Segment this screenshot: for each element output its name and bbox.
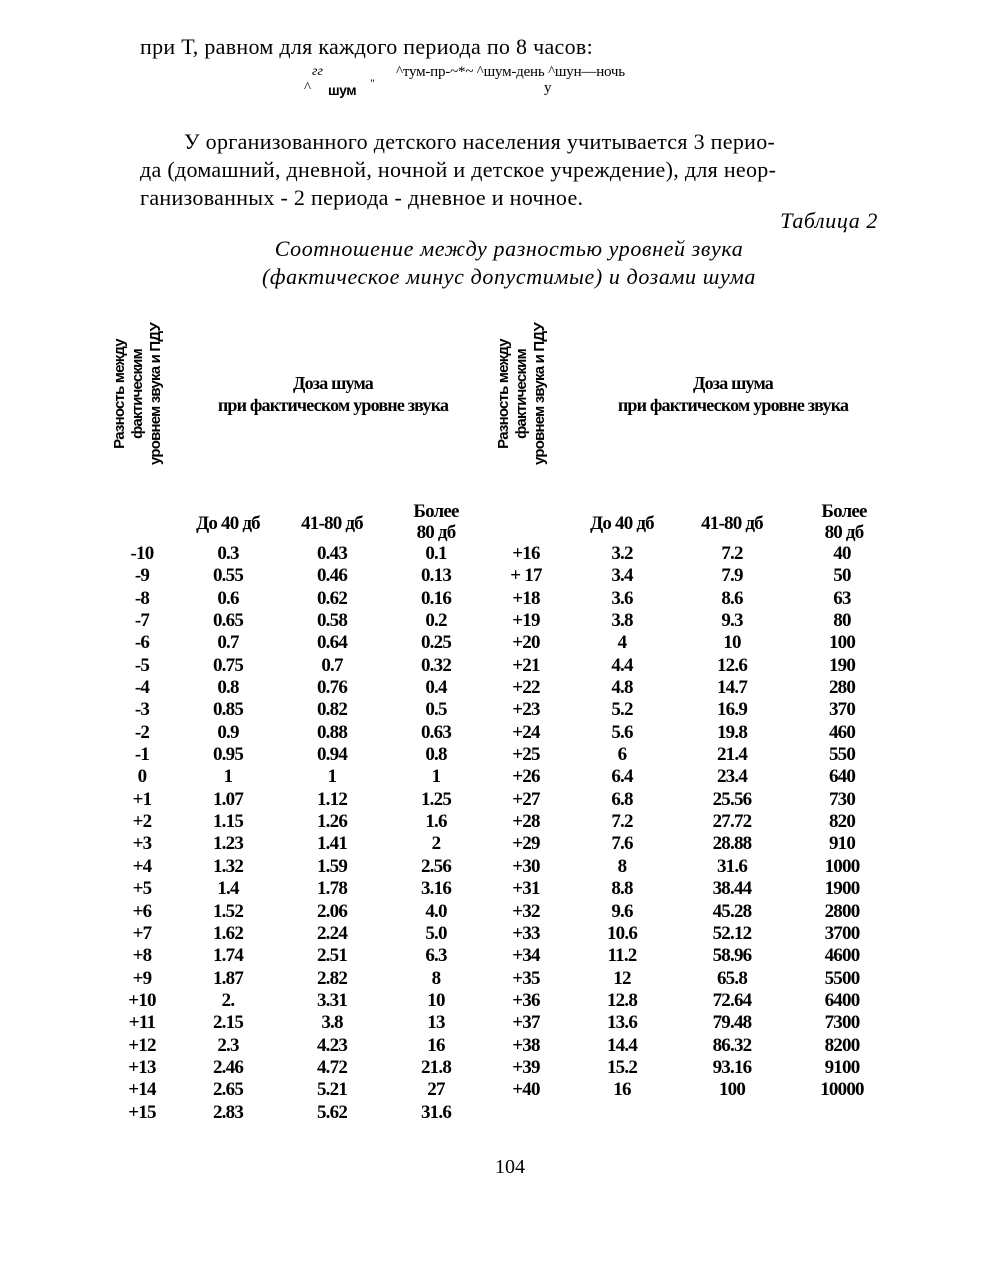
table-cell: 10.6 [606, 922, 638, 944]
table-cell: 1 [327, 766, 337, 788]
table-cell: 1.15 [212, 811, 244, 833]
table-cell: -5 [134, 654, 150, 676]
table-cell: 1000 [824, 855, 860, 877]
table-cell: 1.23 [212, 833, 244, 855]
table-cell: 72.64 [712, 989, 752, 1011]
col-header-lt40-right: До 40 дб [590, 513, 654, 534]
table-cell: 27 [427, 1079, 445, 1101]
table-cell: 58.96 [712, 945, 752, 967]
table-cell: +21 [512, 654, 540, 676]
table-cell: 86.32 [712, 1034, 752, 1056]
table-cell: 9100 [824, 1056, 860, 1078]
table-cell: 1.12 [316, 788, 348, 810]
table-cell: 1.59 [316, 855, 348, 877]
table-cell: 1.32 [212, 855, 244, 877]
table-cell: 9.6 [611, 900, 633, 922]
col-header-line: Более [821, 501, 867, 522]
table-cell: 38.44 [712, 878, 752, 900]
table-cell: 0.4 [425, 677, 447, 699]
table-cell: 3.16 [420, 878, 452, 900]
table-cell: +28 [512, 811, 540, 833]
table-cell: 31.6 [420, 1101, 452, 1123]
table-cell: 7.6 [611, 833, 633, 855]
table-cell: 0.25 [420, 632, 452, 654]
table-cell: 0.62 [316, 587, 348, 609]
dose-header-right [580, 372, 886, 416]
table-cell: 1 [431, 766, 441, 788]
col-header-line: 80 дб [824, 522, 864, 543]
table-cell: 1.4 [217, 878, 239, 900]
table-cell: 0.43 [316, 543, 348, 564]
right-gt80-column [800, 543, 884, 1102]
table-cell: 14.7 [716, 677, 748, 699]
formula [300, 62, 740, 104]
table-cell: 0.95 [212, 744, 244, 766]
table-cell: 5.2 [611, 699, 633, 721]
left-diff-column [114, 543, 170, 1124]
table-cell: 0.82 [316, 699, 348, 721]
col-header-lt40-left: До 40 дб [196, 513, 260, 534]
table-cell: 2.46 [212, 1056, 244, 1078]
table-cell: 910 [828, 833, 856, 855]
table-cell: -10 [130, 543, 154, 564]
table-cell: 8 [431, 967, 441, 989]
table-cell: 80 [833, 610, 851, 632]
table-cell: +39 [512, 1056, 540, 1078]
col-header-mid-left: 41-80 дб [301, 513, 363, 534]
table-cell: 0.5 [425, 699, 447, 721]
table-cell: 12 [613, 967, 631, 989]
table-cell: 1.07 [212, 788, 244, 810]
table-cell: 730 [828, 788, 856, 810]
table-cell: 21.4 [716, 744, 748, 766]
table-cell: 5.6 [611, 721, 633, 743]
table-cell: 0.75 [212, 654, 244, 676]
table-cell: 0.3 [217, 543, 239, 564]
table-cell: 0.46 [316, 565, 348, 587]
table-cell: 0.65 [212, 610, 244, 632]
table-cell: 0.16 [420, 587, 452, 609]
table-cell: 2. [221, 989, 235, 1011]
table-cell: -9 [134, 565, 150, 587]
formula-main: ^тум-пр-~*~ ^шум-день ^шун—ночь [396, 64, 625, 80]
diff-header-right [495, 306, 565, 482]
table-cell: 0.7 [321, 654, 343, 676]
table-cell: 100 [828, 632, 856, 654]
table-cell: 1.41 [316, 833, 348, 855]
table-cell: 79.48 [712, 1012, 752, 1034]
table-cell: 0.94 [316, 744, 348, 766]
table-cell: 7.9 [721, 565, 743, 587]
diff-header-line: уровнем звука и ПДУ [531, 323, 548, 465]
table-caption-line: (фактическое минус допустимые) и дозами шума [261, 264, 757, 289]
table-cell: +30 [512, 855, 540, 877]
table-cell: 16 [613, 1079, 631, 1101]
diff-header-line: Разность между [495, 339, 512, 449]
table-cell: 2.82 [316, 967, 348, 989]
table-cell: 12.6 [716, 654, 748, 676]
table-cell: +9 [132, 967, 152, 989]
table-cell: +34 [512, 945, 540, 967]
table-cell: +26 [512, 766, 540, 788]
table-cell: 23.4 [716, 766, 748, 788]
table-cell: 5.62 [316, 1101, 348, 1123]
table-cell: 1 [223, 766, 233, 788]
table-cell: 19.8 [716, 721, 748, 743]
table-cell: -8 [134, 587, 150, 609]
table-cell: 8 [617, 855, 627, 877]
table-cell: +11 [128, 1012, 156, 1034]
table-cell: 27.72 [712, 811, 752, 833]
table-cell: 0.88 [316, 721, 348, 743]
table-cell: 10 [427, 989, 445, 1011]
table-cell: +14 [128, 1079, 156, 1101]
paragraph [140, 128, 878, 212]
table-cell: 16 [427, 1034, 445, 1056]
table-cell: +18 [512, 587, 540, 609]
table-cell: 6.4 [611, 766, 633, 788]
table-cell: -1 [134, 744, 150, 766]
table-cell: 0.76 [316, 677, 348, 699]
table-cell: 2.51 [316, 945, 348, 967]
table-cell: +38 [512, 1034, 540, 1056]
table-cell: 0.85 [212, 699, 244, 721]
diff-header-line: фактическим [129, 349, 146, 439]
table-cell: 45.28 [712, 900, 752, 922]
table-cell: 10 [723, 632, 741, 654]
formula-caret: ^ [304, 80, 312, 96]
table-cell: 6.8 [611, 788, 633, 810]
table-cell: 11.2 [607, 945, 637, 967]
table-cell: 4600 [824, 945, 860, 967]
table-cell: +6 [132, 900, 152, 922]
table-cell: 4.4 [611, 654, 633, 676]
table-cell: +4 [132, 855, 152, 877]
table-cell: 2.56 [420, 855, 452, 877]
table-cell: 7.2 [611, 811, 633, 833]
table-cell: 2.24 [316, 922, 348, 944]
table-cell: +10 [128, 989, 156, 1011]
table-cell: 4.72 [316, 1056, 348, 1078]
table-cell: -2 [134, 721, 150, 743]
table-cell: -6 [134, 632, 150, 654]
table-cell: 13 [427, 1012, 445, 1034]
table-cell: 370 [828, 699, 856, 721]
dose-header-line: Доза шума [692, 373, 773, 393]
left-gt80-column [398, 543, 474, 1124]
table-cell: 8.8 [611, 878, 633, 900]
table-cell: +15 [128, 1101, 156, 1123]
table-cell: 2.15 [212, 1012, 244, 1034]
col-header-line: Более [413, 501, 459, 522]
table-cell: 1.6 [425, 811, 447, 833]
table-cell: 25.56 [712, 788, 752, 810]
page-number: 104 [495, 1156, 525, 1178]
table-cell: 63 [833, 587, 851, 609]
table-cell: +5 [132, 878, 152, 900]
table-cell: -7 [134, 610, 150, 632]
dose-header-line: Доза шума [292, 373, 373, 393]
table-cell: 0.32 [420, 654, 452, 676]
table-cell: 550 [828, 744, 856, 766]
table-cell: +19 [512, 610, 540, 632]
table-cell: 0.64 [316, 632, 348, 654]
formula-y: у [544, 80, 552, 96]
table-cell: 3.6 [611, 587, 633, 609]
table-cell: 0.13 [420, 565, 452, 587]
table-cell: 5500 [824, 967, 860, 989]
table-cell: 2.06 [316, 900, 348, 922]
col-header-gt80-right [806, 501, 882, 543]
table-cell: 31.6 [716, 855, 748, 877]
table-cell: 2 [431, 833, 441, 855]
table-cell: 0.2 [425, 610, 447, 632]
table-cell: 6 [617, 744, 627, 766]
table-cell: 2800 [824, 900, 860, 922]
table-cell: 2.65 [212, 1079, 244, 1101]
table-cell: 1900 [824, 878, 860, 900]
table-cell: 0.55 [212, 565, 244, 587]
table-cell: 6.3 [425, 945, 447, 967]
table-cell: +8 [132, 945, 152, 967]
table-cell: 8.6 [721, 587, 743, 609]
table-cell: 4.8 [611, 677, 633, 699]
table-cell: 28.88 [712, 833, 752, 855]
col-header-gt80-left [396, 501, 476, 543]
dose-header-left [180, 372, 486, 416]
diff-header-line: Разность между [111, 339, 128, 449]
table-cell: 1.74 [212, 945, 244, 967]
table-cell: 50 [833, 565, 851, 587]
table-cell: 4.23 [316, 1034, 348, 1056]
table-cell: +27 [512, 788, 540, 810]
table-cell: 820 [828, 811, 856, 833]
diff-header-line: фактическим [513, 349, 530, 439]
table-cell: 1.25 [420, 788, 452, 810]
table-cell: 1.62 [212, 922, 244, 944]
table-cell: 7.2 [721, 543, 743, 564]
table-cell: +25 [512, 744, 540, 766]
col-header-mid-right: 41-80 дб [701, 513, 763, 534]
table-cell: +12 [128, 1034, 156, 1056]
table-cell: +40 [512, 1079, 540, 1101]
table-cell: +32 [512, 900, 540, 922]
table-cell: 3.4 [611, 565, 633, 587]
table-cell: + 17 [510, 565, 542, 587]
table-cell: +13 [128, 1056, 156, 1078]
left-lt40-column [190, 543, 266, 1124]
paragraph-line: да (домашний, дневной, ночной и детское учреждение), для неор- [140, 157, 777, 182]
diff-header-left [111, 306, 181, 482]
paragraph-line: У организованного детского населения учитывается 3 перио- [184, 129, 776, 154]
table-cell: 1.26 [316, 811, 348, 833]
table-cell: 8200 [824, 1034, 860, 1056]
paragraph-line: ганизованных - 2 периода - дневное и ночное. [140, 185, 584, 210]
table-cell: 1.78 [316, 878, 348, 900]
table-cell: 0.8 [425, 744, 447, 766]
table-cell: +20 [512, 632, 540, 654]
table-cell: 0.7 [217, 632, 239, 654]
table-cell: 7300 [824, 1012, 860, 1034]
right-diff-column [496, 543, 556, 1102]
table-cell: 12.8 [606, 989, 638, 1011]
right-mid-column [690, 543, 774, 1102]
table-cell: 0.1 [425, 543, 447, 564]
table-cell: 52.12 [712, 922, 752, 944]
table-cell: 3.8 [321, 1012, 343, 1034]
table-cell: 13.6 [606, 1012, 638, 1034]
table-cell: +31 [512, 878, 540, 900]
diff-header-line: уровнем звука и ПДУ [147, 323, 164, 465]
dose-header-line: при фактическом уровне звука [617, 395, 849, 415]
table-cell: 14.4 [606, 1034, 638, 1056]
table-cell: 5.21 [316, 1079, 348, 1101]
table-cell: 4.0 [425, 900, 447, 922]
table-cell: 40 [833, 543, 851, 564]
table-cell: 0.63 [420, 721, 452, 743]
table-cell: 0.9 [217, 721, 239, 743]
table-cell: 2.83 [212, 1101, 244, 1123]
table-cell: 3.31 [316, 989, 348, 1011]
table-cell: +22 [512, 677, 540, 699]
table-cell: 0 [137, 766, 147, 788]
table-cell: 0.6 [217, 587, 239, 609]
formula-gg: гг [312, 64, 323, 79]
left-mid-column [294, 543, 370, 1124]
table-cell: 3.2 [611, 543, 633, 564]
table-cell: +2 [132, 811, 152, 833]
intro-line: при Т, равном для каждого периода по 8 часов: [140, 34, 593, 59]
table-cell: +1 [132, 788, 152, 810]
table-cell: 16.9 [716, 699, 748, 721]
right-lt40-column [584, 543, 660, 1102]
col-header-line: 80 дб [416, 522, 456, 543]
table-cell: 5.0 [425, 922, 447, 944]
table-cell: 280 [828, 677, 856, 699]
table-cell: -4 [134, 677, 150, 699]
table-cell: 1.52 [212, 900, 244, 922]
table-cell: 9.3 [721, 610, 743, 632]
table-cell: 0.58 [316, 610, 348, 632]
table-cell: +3 [132, 833, 152, 855]
table-cell: 190 [828, 654, 856, 676]
table-caption-line: Соотношение между разностью уровней звука [274, 236, 744, 261]
table-cell: +36 [512, 989, 540, 1011]
table-cell: 640 [828, 766, 856, 788]
table-cell: +16 [512, 543, 540, 564]
table-cell: 93.16 [712, 1056, 752, 1078]
table-cell: 2.3 [217, 1034, 239, 1056]
table-cell: +7 [132, 922, 152, 944]
formula-shum: шум [328, 82, 357, 98]
table-cell: 0.8 [217, 677, 239, 699]
table-cell: +33 [512, 922, 540, 944]
table-cell: +23 [512, 699, 540, 721]
table-cell: 65.8 [716, 967, 748, 989]
table-cell: +24 [512, 721, 540, 743]
table-cell: 460 [828, 721, 856, 743]
table-number: Таблица 2 [780, 208, 878, 233]
table-cell: 4 [617, 632, 627, 654]
table-cell: 1.87 [212, 967, 244, 989]
table-cell: 15.2 [606, 1056, 638, 1078]
table-cell: 10000 [820, 1079, 864, 1101]
table-cell: 21.8 [420, 1056, 452, 1078]
formula-mark: " [370, 76, 375, 90]
table-cell: 3700 [824, 922, 860, 944]
table-cell: 100 [718, 1079, 746, 1101]
table-cell: 3.8 [611, 610, 633, 632]
dose-header-line: при фактическом уровне звука [217, 395, 449, 415]
table-cell: +37 [512, 1012, 540, 1034]
table-cell: +35 [512, 967, 540, 989]
table-cell: +29 [512, 833, 540, 855]
table-cell: 6400 [824, 989, 860, 1011]
table-cell: -3 [134, 699, 150, 721]
